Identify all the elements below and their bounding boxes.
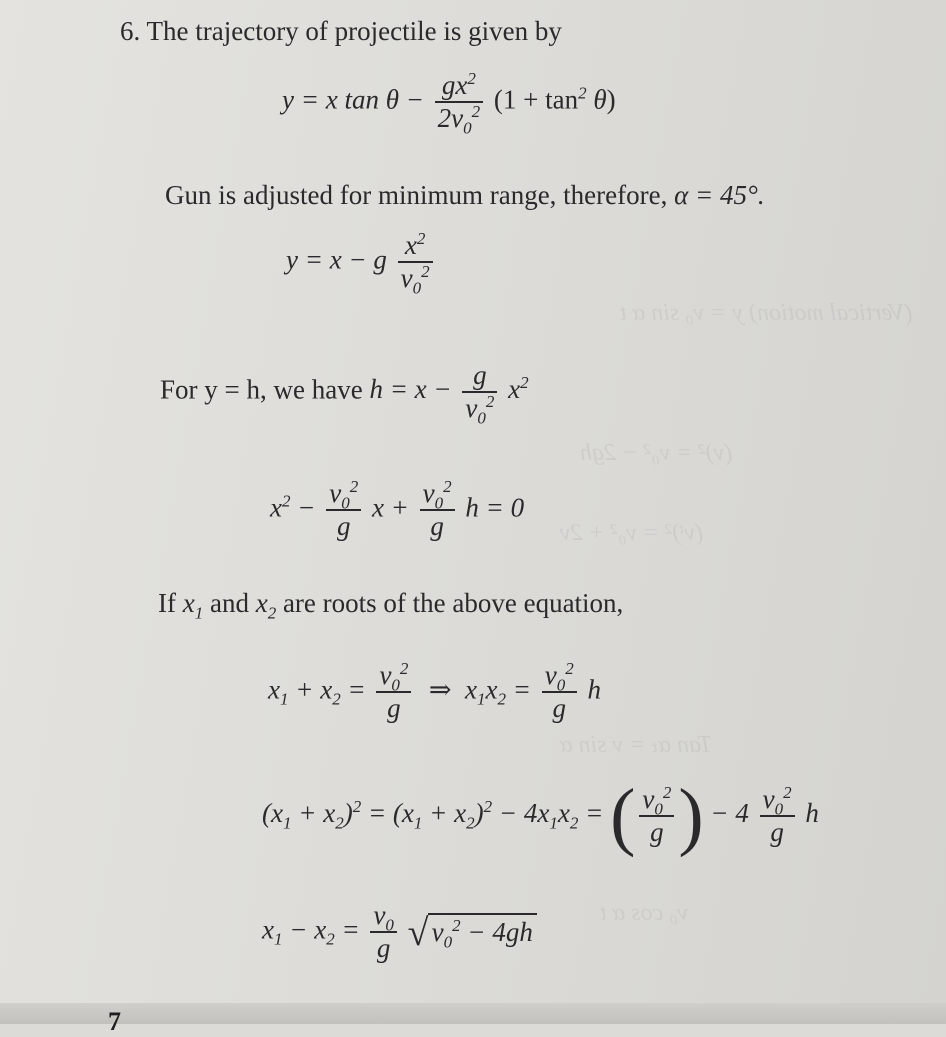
roots-sentence: If $x_1$ and $x_2$ are roots of the above equation,: [158, 588, 624, 623]
equation-trajectory: y = x tan θ − $\frac{gx^2}{2v_0^2}$ $(1 + \tan^2 \theta)$: [282, 69, 616, 138]
equation-simplified: y = x − g $\frac{x^2}{v_0^2}$: [286, 230, 437, 294]
next-problem-cutoff: [0, 1003, 946, 1036]
adjust-sentence: [165, 180, 765, 211]
problem-intro: The trajectory of projectile is given by: [146, 16, 562, 46]
height-sentence: [160, 360, 529, 428]
problem-header: [120, 16, 562, 47]
adjust-text: Gun is adjusted for minimum range, therefore,: [165, 180, 668, 210]
roots-text-and: and: [209, 588, 249, 618]
equation-height: h = x − $\frac{g}{v_0^2}$ $x^2$: [369, 360, 529, 428]
next-problem-number: 7: [108, 1007, 121, 1036]
equation-difference-squared: $(x_1 + x_2)^2 = (x_1 + x_2)^2 - 4x_1x_2$ = ( $\frac{v_0^2}{g}$ ) − 4 $\frac{v_0^2}{g}$ h: [262, 774, 819, 858]
equation-quadratic: $x^2$ − $\frac{v_0^2}{g}$ x + $\frac{v_0^2}{g}$ h = 0: [270, 477, 525, 542]
problem-number: 6.: [120, 16, 141, 46]
equation-difference: $x_1 - x_2$ = $\frac{v_0}{g}$ √ $v_0^2 - 4gh$: [262, 900, 537, 964]
bleed-through-text: (Vertical motion) y = v₀ sin α t (v)² = v₀² − 2gh (vᵗ)² = v₀² + 2v Tan αₜ = v sin α v₀ cos α t: [560, 300, 913, 926]
for-text: For y = h, we have: [160, 374, 363, 405]
alpha-value: α = 45°.: [674, 180, 765, 210]
roots-text-if: If: [158, 588, 176, 618]
equation-sum-product: $x_1 + x_2$ = $\frac{v_0^2}{g}$ ⇒ $x_1x_2$ = $\frac{v_0^2}{g}$ h: [268, 659, 601, 724]
roots-text-rest: are roots of the above equation,: [282, 588, 624, 618]
